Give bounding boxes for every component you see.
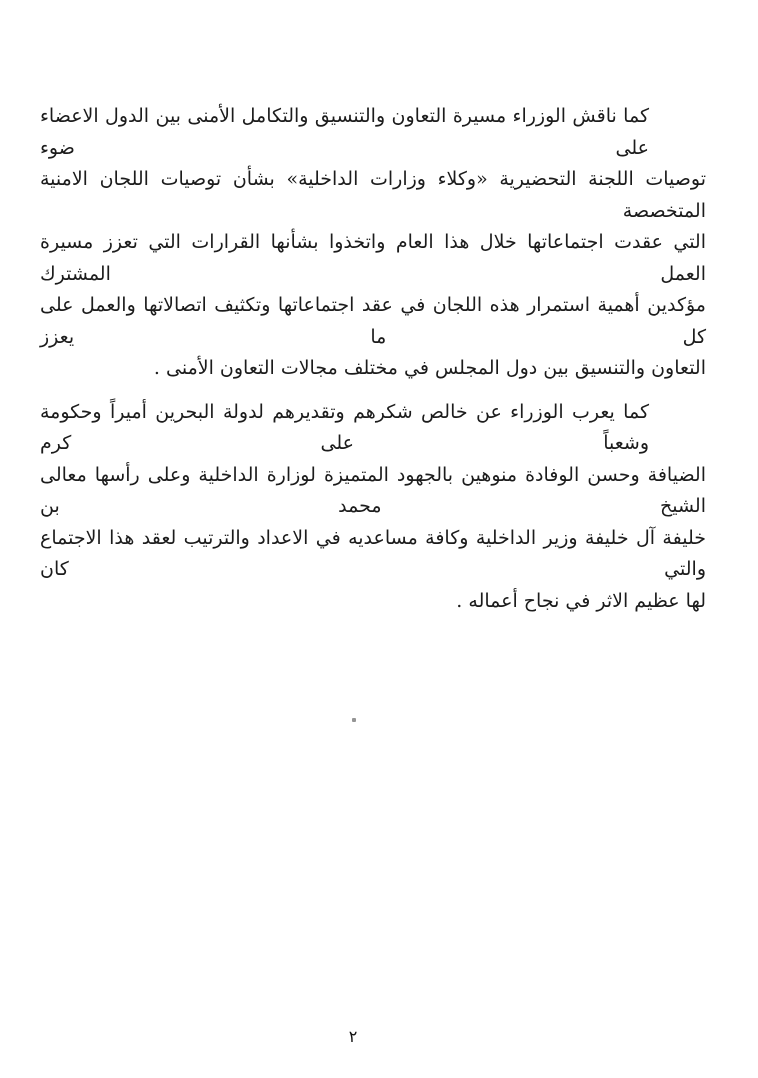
text-line: خليفة آل خليفة وزير الداخلية وكافة مساعديه في الاعداد والترتيب لعقد هذا الاجتماع والتي كان [40,526,706,580]
scan-speck [352,718,356,722]
paragraph-2 [40,397,706,618]
text-line: لها عظيم الاثر في نجاح أعماله . [456,589,706,612]
text-line: التعاون والتنسيق بين دول المجلس في مختلف مجالات التعاون الأمنى . [153,357,706,379]
text-line: كما يعرب الوزراء عن خالص شكرهم وتقديرهم لدولة البحرين أميراً وحكومة وشعباً على كرم [40,400,649,454]
text-line: توصيات اللجنة التحضيرية «وكلاء وزارات الداخلية» بشأن توصيات اللجان الامنية المتخصصة [40,168,706,222]
text-line: التي عقدت اجتماعاتها خلال هذا العام واتخذوا بشأنها القرارات التي تعزز مسيرة العمل المشترك [40,231,706,285]
text-line: كما ناقش الوزراء مسيرة التعاون والتنسيق والتكامل الأمنى بين الدول الاعضاء على ضوء [40,105,649,159]
text-line: مؤكدين أهمية استمرار هذه اللجان في عقد اجتماعاتها وتكثيف اتصالاتها والعمل على كل ما يعزز [40,294,706,348]
paragraph-1 [40,101,706,385]
page-number: ٢ [348,1027,358,1046]
body-text [40,101,706,617]
text-line: الضيافة وحسن الوفادة منوهين بالجهود المتميزة لوزارة الداخلية وعلى رأسها معالى الشيخ محمد بن [40,463,706,517]
